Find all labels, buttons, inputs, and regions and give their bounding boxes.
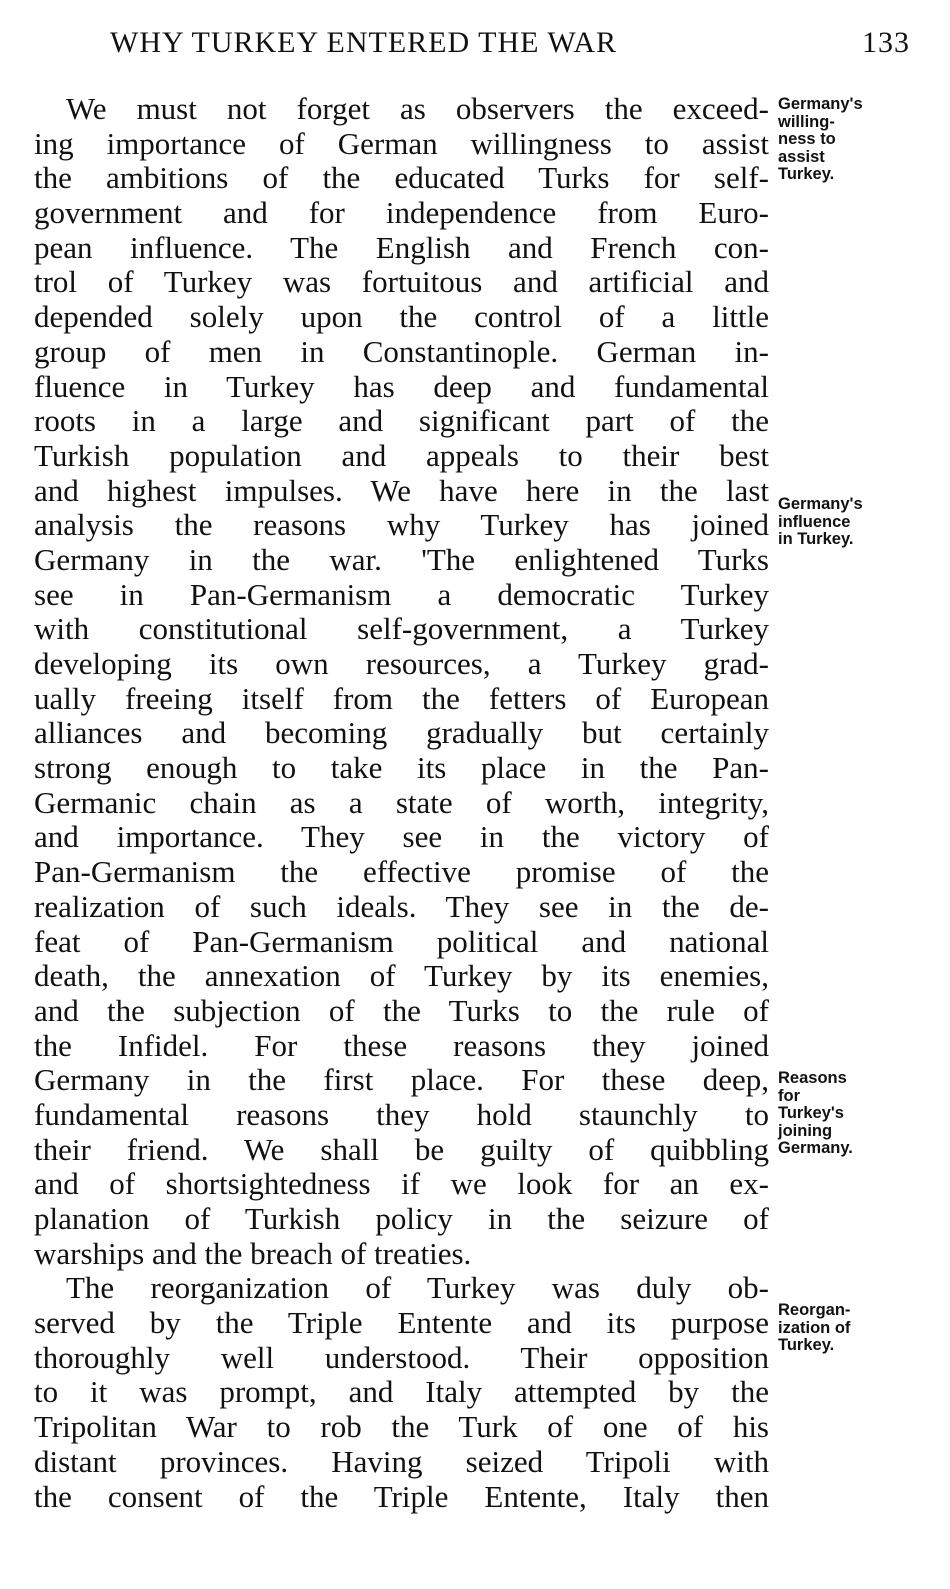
text-line: thoroughly well understood. Their opposition [34, 1339, 769, 1375]
margin-note-line: for [778, 1086, 800, 1105]
text-line: distant provinces. Having seized Tripoli with [34, 1443, 769, 1479]
margin-note-line: Turkey. [778, 1336, 835, 1354]
text-line: warships and the breach of treaties. [34, 1235, 472, 1271]
text-line: fundamental reasons they hold staunchly to [34, 1096, 769, 1132]
margin-note-line: Germany's [778, 95, 863, 113]
text-line: developing its own resources, a Turkey grad- [34, 646, 769, 681]
text-line: Pan-Germanism the effective promise of the [34, 854, 769, 890]
margin-note-line: Germany. [778, 1139, 853, 1157]
margin-note-line: Reasons [778, 1069, 847, 1087]
text-line: realization of such ideals. They see in the de- [34, 888, 769, 924]
text-line: ing importance of German willingness to assist [34, 125, 769, 161]
text-line: depended solely upon the control of a little [34, 299, 769, 335]
page-number: 133 [862, 26, 910, 59]
text-line: death, the annexation of Turkey by its enemies, [34, 958, 769, 994]
text-line: and of shortsightedness if we look for an ex- [34, 1166, 769, 1202]
text-line: analysis the reasons why Turkey has joined [34, 507, 769, 543]
running-header [110, 26, 910, 66]
text-line: We must not forget as observers the exceed- [66, 91, 769, 126]
text-line: the ambitions of the educated Turks for self- [34, 160, 769, 196]
text-line: roots in a large and significant part of the [34, 403, 769, 439]
text-line: to it was prompt, and Italy attempted by the [34, 1374, 769, 1410]
text-line: the consent of the Triple Entente, Italy then [34, 1478, 769, 1514]
margin-note-germany-influence [778, 496, 948, 549]
text-line: fluence in Turkey has deep and fundamental [34, 368, 769, 404]
text-line: and the subjection of the Turks to the rule of [34, 992, 769, 1028]
margin-note-line: Turkey's [778, 1104, 844, 1122]
text-line: planation of Turkish policy in the seizure of [34, 1201, 769, 1236]
margin-note-line: Reorgan- [778, 1301, 851, 1319]
margin-note-line: joining [778, 1121, 833, 1140]
text-line: Turkish population and appeals to their best [34, 437, 769, 473]
margin-note-reasons [778, 1070, 948, 1158]
margin-note-line: ization of [778, 1318, 851, 1337]
margin-note-line: Turkey. [778, 165, 835, 183]
text-line: group of men in Constantinople. German in- [34, 333, 769, 369]
text-line: government and for independence from Euro- [34, 195, 769, 231]
text-line: Tripolitan War to rob the Turk of one of his [34, 1409, 769, 1445]
margin-note-line: in Turkey. [778, 530, 854, 548]
margin-note-germany-willingness [778, 96, 948, 184]
body-text [34, 92, 769, 1514]
margin-note-line: influence [778, 512, 851, 531]
running-title: WHY TURKEY ENTERED THE WAR [110, 26, 618, 59]
text-line: strong enough to take its place in the Pan- [34, 750, 769, 786]
text-line: and importance. They see in the victory of [34, 819, 769, 855]
text-line: alliances and becoming gradually but certainly [34, 715, 769, 751]
text-line: Germanic chain as a state of worth, integrity, [34, 784, 769, 820]
text-line: and highest impulses. We have here in the last [34, 472, 769, 508]
margin-note-line: willing- [778, 112, 835, 131]
margin-note-line: ness to [778, 130, 836, 148]
text-line: see in Pan-Germanism a democratic Turkey [34, 576, 769, 612]
text-line: with constitutional self-government, a Turkey [34, 611, 769, 647]
text-line: Germany in the war. 'The enlightened Turks [34, 541, 769, 577]
text-line: feat of Pan-Germanism political and national [34, 923, 769, 959]
text-line: The reorganization of Turkey was duly ob- [66, 1270, 769, 1306]
margin-note-line: assist [778, 147, 825, 166]
text-line: Germany in the first place. For these deep, [34, 1062, 769, 1098]
text-line: served by the Triple Entente and its purpose [34, 1305, 769, 1341]
text-line: pean influence. The English and French con- [34, 229, 769, 265]
text-line: their friend. We shall be guilty of quibbling [34, 1131, 769, 1167]
margin-note-reorganization [778, 1302, 948, 1355]
text-line: ually freeing itself from the fetters of European [34, 680, 769, 716]
text-line: trol of Turkey was fortuitous and artificial and [34, 264, 769, 300]
text-line: the Infidel. For these reasons they joined [34, 1027, 769, 1063]
margin-note-line: Germany's [778, 495, 863, 513]
